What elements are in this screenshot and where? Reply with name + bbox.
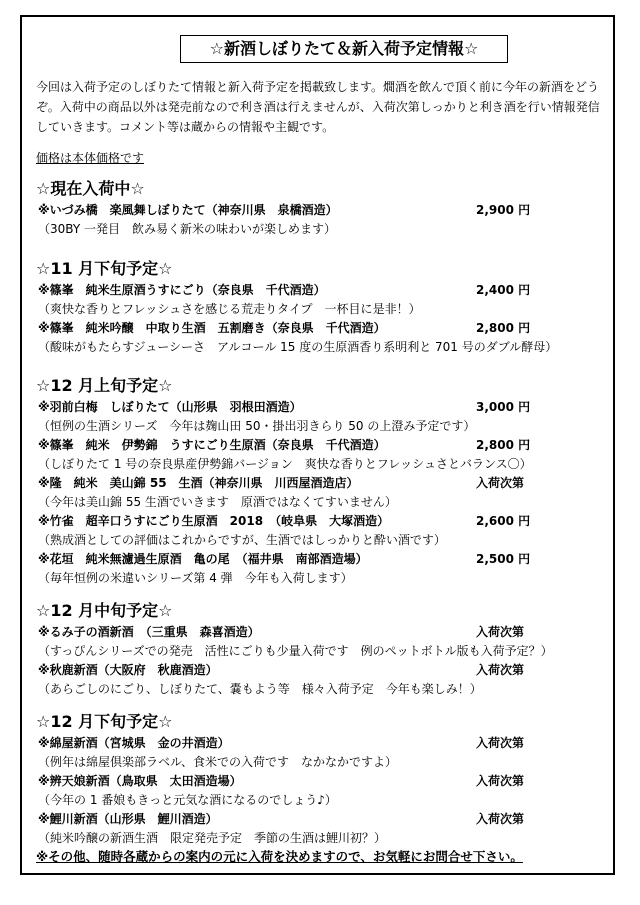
item-name: ※るみ子の酒新酒 （三重県 森喜酒造） xyxy=(38,625,260,639)
item-price: 2,400 円 xyxy=(476,283,531,297)
section-title: ☆12 月中旬予定☆ xyxy=(36,601,173,620)
item-row xyxy=(36,474,606,493)
item-row xyxy=(36,623,606,642)
item-comment-row xyxy=(36,642,606,661)
item-price: 入荷次第 xyxy=(476,476,525,490)
item-comment: （熟成酒としての評価はこれからですが、生酒ではしっかりと酔い酒です） xyxy=(38,533,446,547)
item-price: 入荷次第 xyxy=(476,625,525,639)
item-row xyxy=(36,201,606,220)
item-name: ※竹雀 超辛口うすにごり生原酒 2018 （岐阜県 大塚酒造） xyxy=(38,514,390,528)
item-name: ※いづみ橋 楽風舞しぼりたて（神奈川県 泉橋酒造） xyxy=(38,203,338,217)
item-name: ※秋鹿新酒（大阪府 秋鹿酒造） xyxy=(38,663,218,677)
item-price: 3,000 円 xyxy=(476,400,531,414)
item-name: ※隆 純米 美山錦 55 生酒（神奈川県 川西屋酒造店） xyxy=(38,476,359,490)
item-row xyxy=(36,512,606,531)
item-comment-row xyxy=(36,220,606,239)
item-name: ※篠峯 純米生原酒うすにごり（奈良県 千代酒造） xyxy=(38,283,326,297)
section-title: ☆12 月下旬予定☆ xyxy=(36,712,173,731)
item-comment-row xyxy=(36,791,606,810)
item-comment: （例年は綿屋倶楽部ラベル、食米での入荷です なかなかですよ） xyxy=(38,755,398,769)
section-late-november xyxy=(36,257,606,357)
item-comment: （純米吟醸の新酒生酒 限定発売予定 季節の生酒は鯉川初？） xyxy=(38,831,387,845)
item-comment: （今年は美山錦 55 生酒でいきます 原酒ではなくてすいません） xyxy=(38,495,397,509)
section-now-in-stock xyxy=(36,177,606,239)
item-comment-row xyxy=(36,680,606,699)
intro-paragraph: 今回は入荷予定のしぼりたて情報と新入荷予定を掲載致します。燗酒を飲んで頂く前に今年の新酒をどうぞ。入荷中の商品以外は発売前なので利き酒は行えませんが、入荷次第しっかりと利き酒を行い情報発信していきます。コメント等は蔵からの情報や主観です。 xyxy=(36,80,600,134)
item-name: ※花垣 純米無濾過生原酒 亀の尾 （福井県 南部酒造場） xyxy=(38,552,368,566)
section-title: ☆12 月上旬予定☆ xyxy=(36,376,173,395)
item-comment-row xyxy=(36,493,606,512)
item-row xyxy=(36,550,606,569)
item-price: 入荷次第 xyxy=(476,812,525,826)
item-row xyxy=(36,281,606,300)
item-comment: （毎年恒例の米違いシリーズ第 4 弾 今年も入荷します） xyxy=(38,571,353,585)
item-row xyxy=(36,772,606,791)
item-comment: （しぼりたて 1 号の奈良県産伊勢錦バージョン 爽快な香りとフレッシュさとバランス〇） xyxy=(38,457,532,471)
item-name: ※綿屋新酒（宮城県 金の井酒造） xyxy=(38,736,230,750)
item-row xyxy=(36,398,606,417)
item-name: ※篠峯 純米吟醸 中取り生酒 五割磨き（奈良県 千代酒造） xyxy=(38,321,386,335)
item-price: 2,600 円 xyxy=(476,514,531,528)
item-price: 入荷次第 xyxy=(476,736,525,750)
item-comment: （恒例の生酒シリーズ 今年は麹山田 50・掛出羽きらり 50 の上澄み予定です） xyxy=(38,419,476,433)
section-title: ☆現在入荷中☆ xyxy=(36,179,145,198)
item-row xyxy=(36,810,606,829)
item-comment-row xyxy=(36,417,606,436)
item-price: 2,900 円 xyxy=(476,203,531,217)
item-row xyxy=(36,319,606,338)
item-comment-row xyxy=(36,300,606,319)
item-comment: （酸味がもたらすジューシーさ アルコール 15 度の生原酒香り系明利と 701 号のダブル酵母） xyxy=(38,340,558,354)
section-title: ☆11 月下旬予定☆ xyxy=(36,259,173,278)
item-comment-row xyxy=(36,455,606,474)
item-price: 入荷次第 xyxy=(476,774,525,788)
item-price: 入荷次第 xyxy=(476,663,525,677)
section-mid-december xyxy=(36,599,606,699)
item-price: 2,500 円 xyxy=(476,552,531,566)
item-comment-row xyxy=(36,338,606,357)
item-comment-row xyxy=(36,829,606,848)
item-row xyxy=(36,734,606,753)
item-row xyxy=(36,436,606,455)
item-comment: （あらごしのにごり、しぼりたて、嚢もよう等 様々入荷予定 今年も楽しみ！） xyxy=(38,682,482,696)
item-comment: （すっぴんシリーズでの発売 活性にごりも少量入荷です 例のペットボトル版も入荷予定？） xyxy=(38,644,553,658)
item-name: ※羽前白梅 しぼりたて（山形県 羽根田酒造） xyxy=(38,400,302,414)
item-comment-row xyxy=(36,569,606,588)
section-early-december xyxy=(36,374,606,588)
item-price: 2,800 円 xyxy=(476,321,531,335)
item-comment-row xyxy=(36,531,606,550)
price-note: 価格は本体価格です xyxy=(36,151,145,165)
item-comment: （30BY 一発目 飲み易く新米の味わいが楽しめます） xyxy=(38,222,336,236)
item-name: ※辨天娘新酒（鳥取県 太田酒造場） xyxy=(38,774,242,788)
item-name: ※篠峯 純米 伊勢錦 うすにごり生原酒（奈良県 千代酒造） xyxy=(38,438,386,452)
section-late-december xyxy=(36,710,606,848)
item-price: 2,800 円 xyxy=(476,438,531,452)
footer-note: ※その他、随時各蔵からの案内の元に入荷を決めますので、お気軽にお問合せ下さい。 xyxy=(36,849,523,864)
page-title: ☆新酒しぼりたて＆新入荷予定情報☆ xyxy=(180,35,508,63)
flyer-page xyxy=(20,15,615,875)
item-comment: （爽快な香りとフレッシュさを感じる荒走りタイプ 一杯目に是非！） xyxy=(38,302,421,316)
item-comment: （今年の 1 番娘もきっと元気な酒になるのでしょう♪） xyxy=(38,793,337,807)
item-comment-row xyxy=(36,753,606,772)
item-name: ※鯉川新酒（山形県 鯉川酒造） xyxy=(38,812,218,826)
item-row xyxy=(36,661,606,680)
